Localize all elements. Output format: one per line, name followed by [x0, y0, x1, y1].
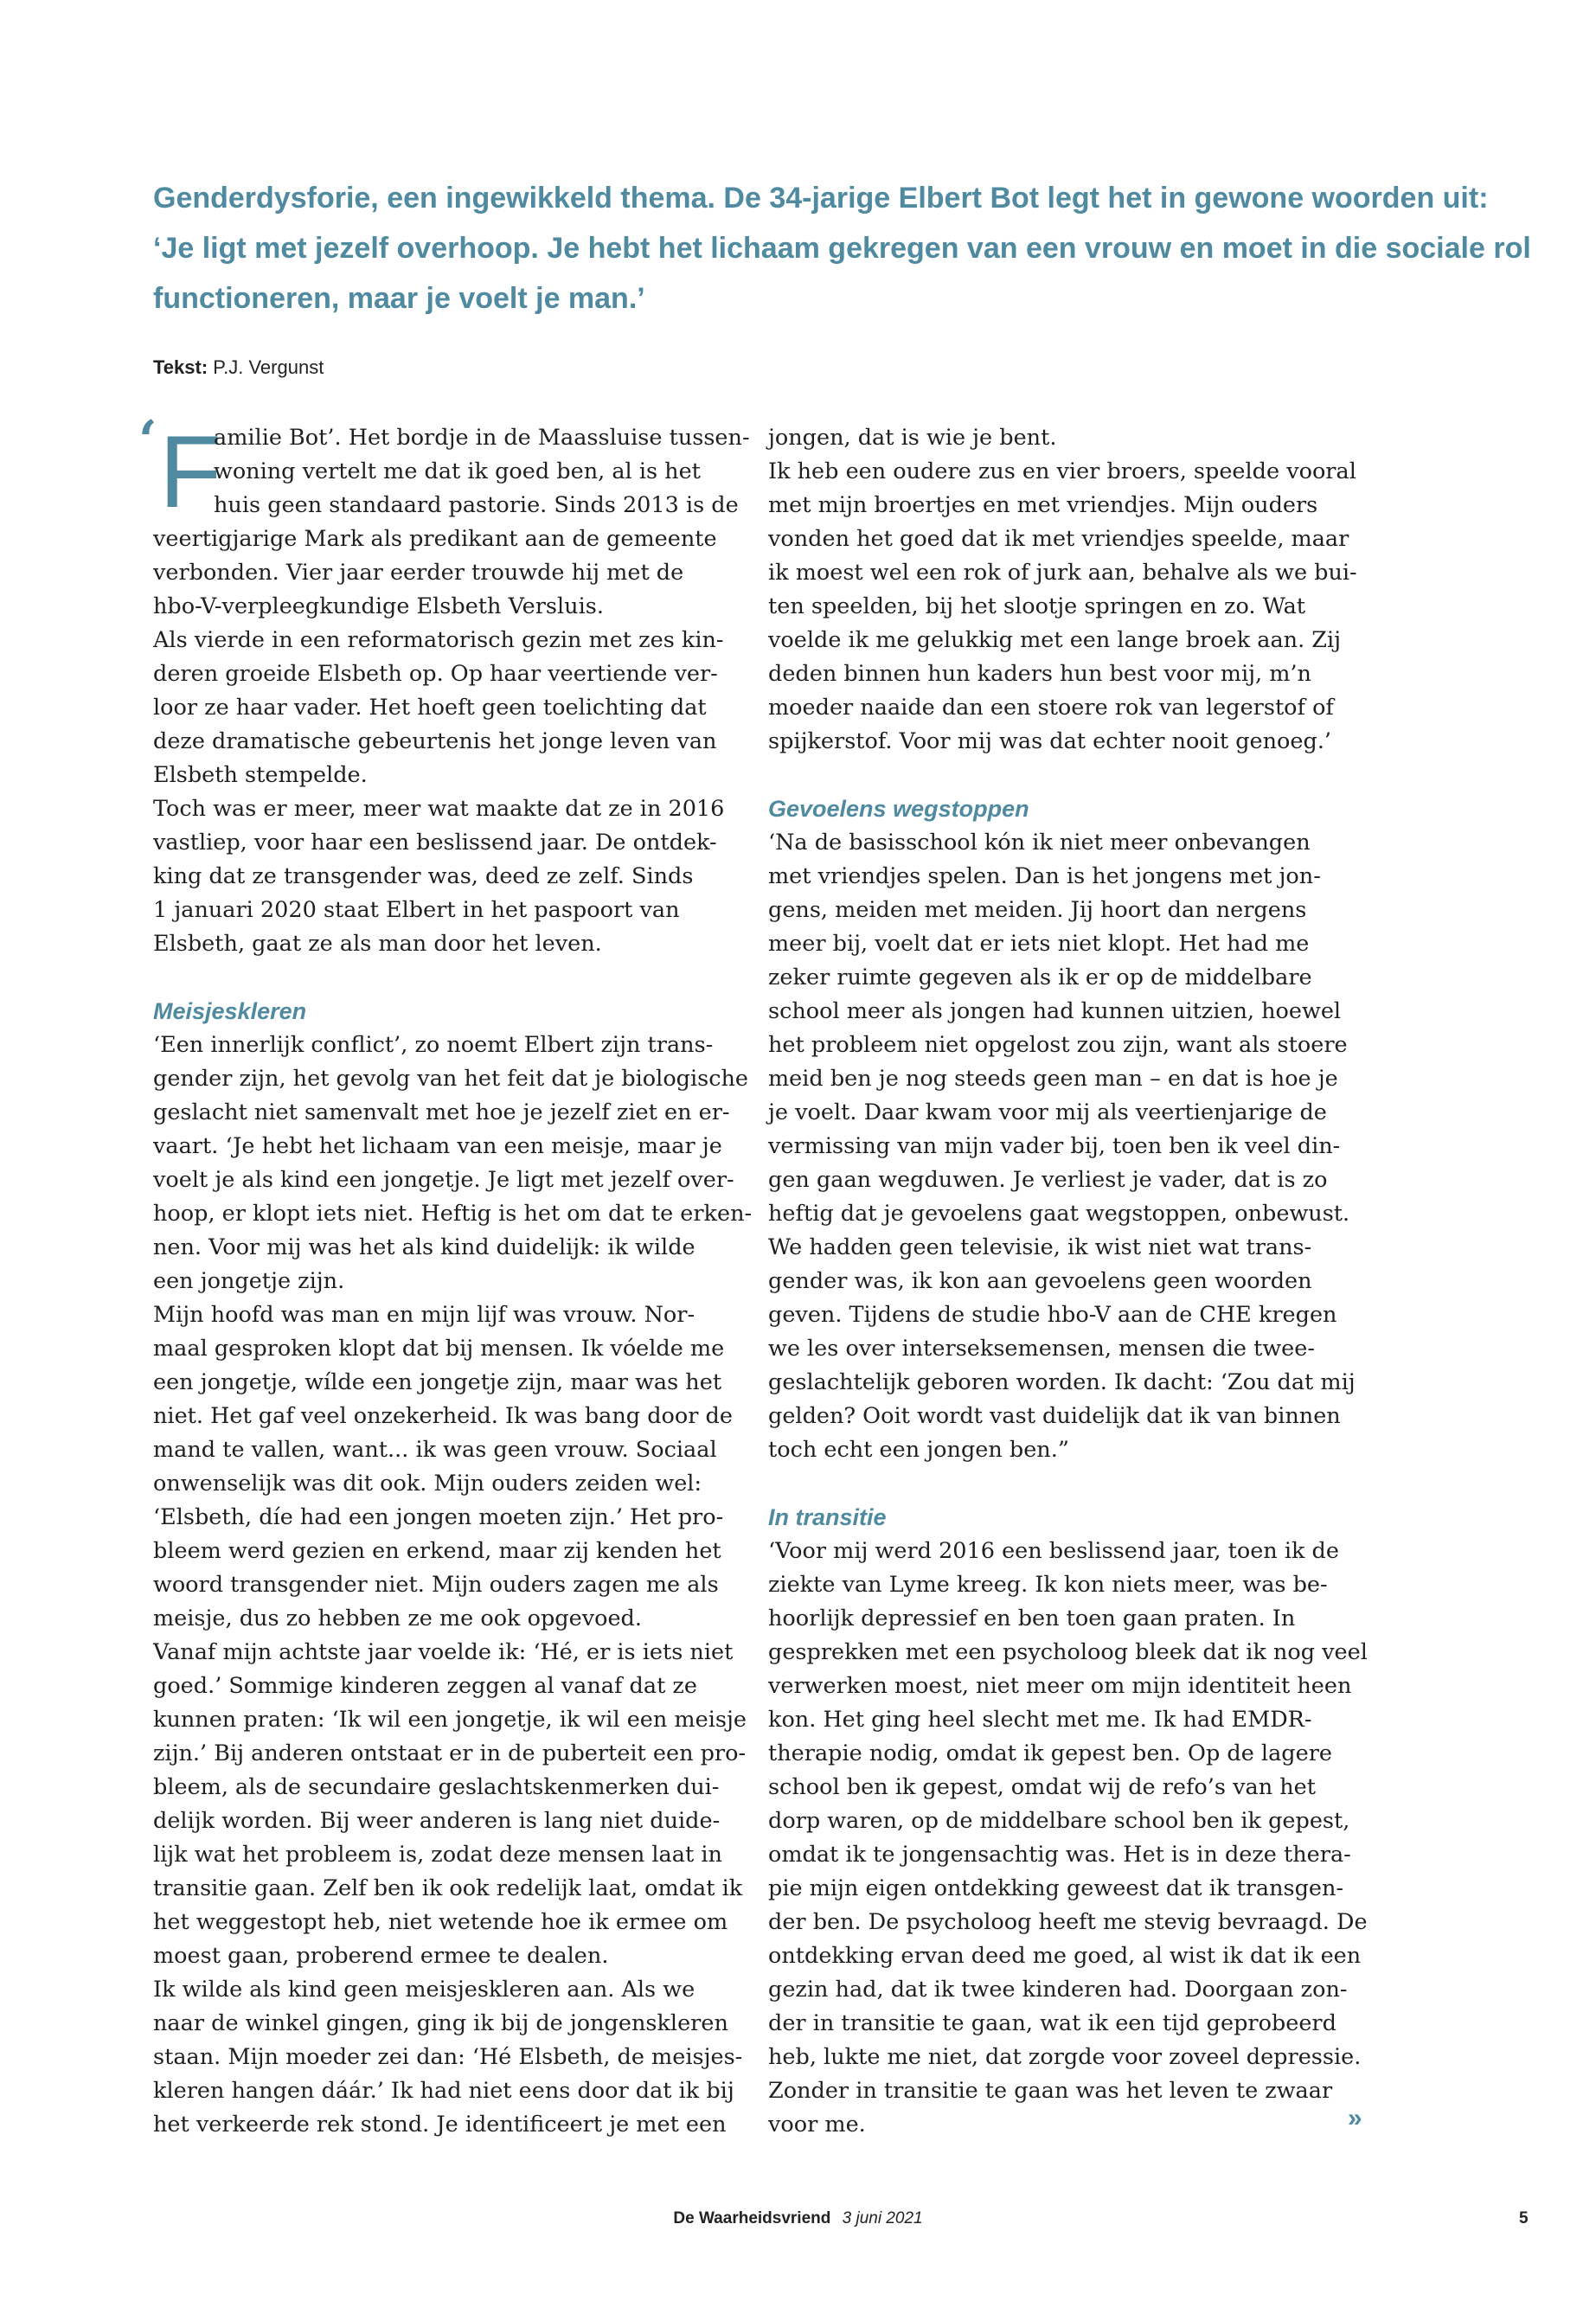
text-line: gender was, ik kon aan gevoelens geen woorden [768, 1268, 1312, 1294]
text-line: jongen, dat is wie je bent. [768, 425, 1057, 451]
text-line: ik moest wel een rok of jurk aan, behalve als we bui- [768, 560, 1357, 586]
text-line: woning vertelt me dat ik goed ben, al is het [214, 458, 701, 484]
text-block [153, 522, 724, 961]
text-line: ontdekking ervan deed me goed, al wist ik dat ik een [768, 1943, 1362, 1969]
text-line: school ben ik gepest, omdat wij de refo’s van het [768, 1774, 1316, 1800]
text-line: voelt je als kind een jongetje. Je ligt met jezelf over- [153, 1167, 734, 1193]
text-block [768, 826, 1356, 1467]
intro-line: Genderdysforie, een ingewikkeld thema. De 34-jarige Elbert Bot legt het in gewone woorden uit: [153, 182, 1489, 215]
text-line: een jongetje zijn. [153, 1268, 345, 1294]
text-line: Vanaf mijn achtste jaar voelde ik: ‘Hé, er is iets niet [153, 1639, 734, 1665]
text-line: kunnen praten: ‘Ik wil een jongetje, ik wil een meisje [153, 1707, 747, 1733]
text-line: het weggestopt heb, niet wetende hoe ik ermee om [153, 1909, 728, 1935]
text-line: een jongetje, wílde een jongetje zijn, maar was het [153, 1369, 722, 1395]
text-line: naar de winkel gingen, ging ik bij de jongenskleren [153, 2010, 728, 2036]
intro-line: ‘Je ligt met jezelf overhoop. Je hebt het lichaam gekregen van een vrouw en moet in die sociale rol [153, 232, 1531, 265]
text-line: Elsbeth, gaat ze als man door het leven. [153, 931, 602, 957]
text-line: vastliep, voor haar een beslissend jaar. De ontdek- [153, 830, 717, 856]
paragraph-gap [768, 1467, 1339, 1501]
text-line: deden binnen hun kaders hun best voor mij, m’n [768, 661, 1311, 687]
text-line: We hadden geen televisie, ik wist niet wat trans- [768, 1234, 1312, 1260]
text-line: school meer als jongen had kunnen uitzien, hoewel [768, 998, 1342, 1024]
text-line: verbonden. Vier jaar eerder trouwde hij met de [153, 560, 684, 586]
right-column [768, 421, 1368, 2142]
left-column [153, 415, 753, 2142]
publication-date: 3 juni 2021 [842, 2209, 923, 2227]
text-block [768, 1535, 1368, 2142]
text-block [768, 421, 1357, 759]
text-line: geslacht niet samenvalt met hoe je jezelf ziet en er- [153, 1099, 730, 1125]
text-line: toch echt een jongen ben.” [768, 1437, 1069, 1463]
intro-line: functioneren, maar je voelt je man.’ [153, 282, 645, 315]
text-line: pie mijn eigen ontdekking geweest dat ik transgen- [768, 1875, 1344, 1901]
text-line: vonden het goed dat ik met vriendjes speelde, maar [768, 526, 1349, 552]
text-line: gesprekken met een psycholoog bleek dat ik nog veel [768, 1639, 1368, 1665]
text-line: der in transitie te gaan, wat ik een tijd geprobeerd [768, 2010, 1336, 2036]
text-line: heb, lukte me niet, dat zorgde voor zoveel depressie. [768, 2044, 1362, 2070]
byline [153, 356, 324, 379]
text-line: Toch was er meer, meer wat maakte dat ze in 2016 [153, 796, 725, 822]
text-line: geslachtelijk geboren worden. Ik dacht: ‘Zou dat mij [768, 1369, 1356, 1395]
text-line: delijk worden. Bij weer anderen is lang niet duide- [153, 1808, 721, 1834]
text-line: 1 januari 2020 staat Elbert in het paspoort van [153, 897, 680, 923]
text-line: moest gaan, proberend ermee te dealen. [153, 1943, 609, 1969]
text-line: het verkeerde rek stond. Je identificeert je met een [153, 2112, 727, 2138]
text-line: moeder naaide dan een stoere rok van legerstof of [768, 695, 1334, 721]
text-block [153, 1029, 753, 2142]
text-line: king dat ze transgender was, deed ze zelf. Sinds [153, 863, 694, 889]
text-line: ziekte van Lyme kreeg. Ik kon niets meer, was be- [768, 1572, 1328, 1598]
text-line: het probleem niet opgelost zou zijn, want als stoere [768, 1032, 1348, 1058]
text-line: kleren hangen dáár.’ Ik had niet eens door dat ik bij [153, 2078, 734, 2104]
text-line: gens, meiden met meiden. Jij hoort dan nergens [768, 897, 1307, 923]
text-line: voor me. [768, 2112, 866, 2138]
text-line: gender zijn, het gevolg van het feit dat je biologische [153, 1066, 749, 1092]
text-line: gelden? Ooit wordt vast duidelijk dat ik van binnen [768, 1403, 1341, 1429]
text-line: Als vierde in een reformatorisch gezin met zes kin- [153, 627, 724, 653]
byline-author: P.J. Vergunst [213, 356, 324, 378]
text-line: bleem, als de secundaire geslachtskenmerken dui- [153, 1774, 720, 1800]
text-line: amilie Bot’. Het bordje in de Maassluise tussen- [214, 425, 750, 451]
text-line: der ben. De psycholoog heeft me stevig bevraagd. De [768, 1909, 1368, 1935]
quote-mark: ‘ [138, 408, 157, 471]
text-line: met vriendjes spelen. Dan is het jongens met jon- [768, 863, 1321, 889]
text-line: hoorlijk depressief en ben toen gaan praten. In [768, 1606, 1296, 1631]
text-line: Zonder in transitie te gaan was het leven te zwaar [768, 2078, 1333, 2104]
text-line: meer bij, voelt dat er iets niet klopt. Het had me [768, 931, 1310, 957]
text-line: nen. Voor mij was het als kind duidelijk: ik wilde [153, 1234, 695, 1260]
text-line: ‘Elsbeth, díe had een jongen moeten zijn.’ Het pro- [153, 1504, 724, 1530]
text-line: therapie nodig, omdat ik gepest ben. Op de lagere [768, 1740, 1332, 1766]
text-line: voelde ik me gelukkig met een lange broek aan. Zij [768, 627, 1342, 653]
text-line: loor ze haar vader. Het hoeft geen toelichting dat [153, 695, 707, 721]
text-line: goed.’ Sommige kinderen zeggen al vanaf dat ze [153, 1673, 697, 1699]
text-line: gen gaan wegduwen. Je verliest je vader, dat is zo [768, 1167, 1328, 1193]
continue-arrow-icon: » [1348, 2104, 1362, 2132]
text-line: Ik heb een oudere zus en vier broers, speelde vooral [768, 458, 1356, 484]
page-number: 5 [1519, 2209, 1529, 2227]
text-line: spijkerstof. Voor mij was dat echter nooit genoeg.’ [768, 728, 1332, 754]
text-line: meid ben je nog steeds geen man – en dat is hoe je [768, 1066, 1338, 1092]
text-line: lijk wat het probleem is, zodat deze mensen laat in [153, 1842, 722, 1868]
text-line: woord transgender niet. Mijn ouders zagen me als [153, 1572, 719, 1598]
text-line: veertigjarige Mark als predikant aan de gemeente [153, 526, 717, 552]
text-line: je voelt. Daar kwam voor mij als veertienjarige de [768, 1099, 1327, 1125]
text-line: vaart. ‘Je hebt het lichaam van een meisje, maar je [153, 1133, 722, 1159]
text-line: deren groeide Elsbeth op. Op haar veertiende ver- [153, 661, 718, 687]
text-line: huis geen standaard pastorie. Sinds 2013 is de [214, 492, 739, 518]
text-line: ‘Na de basisschool kón ik niet meer onbevangen [768, 830, 1311, 856]
text-line: ten speelden, bij het slootje springen en zo. Wat [768, 593, 1306, 619]
footer [0, 2209, 1596, 2228]
text-line: staan. Mijn moeder zei dan: ‘Hé Elsbeth, de meisjes- [153, 2044, 743, 2070]
text-line: Mijn hoofd was man en mijn lijf was vrouw. Nor- [153, 1302, 695, 1328]
paragraph-gap [768, 759, 1339, 792]
text-line: hbo-V-verpleegkundige Elsbeth Versluis. [153, 593, 604, 619]
paragraph-gap [153, 961, 724, 995]
text-line: zeker ruimte gegeven als ik er op de middelbare [768, 965, 1312, 990]
text-line: we les over interseksemensen, mensen die twee- [768, 1336, 1315, 1362]
section-heading: Gevoelens wegstoppen [768, 796, 1029, 822]
text-line: verwerken moest, niet meer om mijn identiteit heen [768, 1673, 1352, 1699]
text-line: gezin had, dat ik twee kinderen had. Doorgaan zon- [768, 1977, 1348, 2003]
text-line: deze dramatische gebeurtenis het jonge leven van [153, 728, 717, 754]
text-line: dorp waren, op de middelbare school ben ik gepest, [768, 1808, 1350, 1834]
byline-label: Tekst: [153, 356, 208, 378]
text-line: meisje, dus zo hebben ze me ook opgevoed. [153, 1606, 642, 1631]
section-heading: Meisjeskleren [153, 998, 307, 1024]
text-line: met mijn broertjes en met vriendjes. Mijn ouders [768, 492, 1318, 518]
text-line: mand te vallen, want... ik was geen vrouw. Sociaal [153, 1437, 717, 1463]
text-line: ‘Voor mij werd 2016 een beslissend jaar, toen ik de [768, 1538, 1339, 1564]
text-line: heftig dat je gevoelens gaat wegstoppen, onbewust. [768, 1201, 1350, 1227]
intro-lead [153, 173, 1531, 324]
text-line: onwenselijk was dit ook. Mijn ouders zeiden wel: [153, 1471, 702, 1497]
text-line: niet. Het gaf veel onzekerheid. Ik was bang door de [153, 1403, 733, 1429]
text-line: ‘Een innerlijk conflict’, zo noemt Elbert zijn trans- [153, 1032, 714, 1058]
publication-name: De Waarheidsvriend [673, 2209, 831, 2227]
text-line: kon. Het ging heel slecht met me. Ik had EMDR- [768, 1707, 1312, 1733]
text-line: Elsbeth stempelde. [153, 762, 368, 788]
text-line: zijn.’ Bij anderen ontstaat er in de puberteit een pro- [153, 1740, 747, 1766]
text-line: maal gesproken klopt dat bij mensen. Ik vóelde me [153, 1336, 725, 1362]
text-line: geven. Tijdens de studie hbo-V aan de CHE kregen [768, 1302, 1337, 1328]
text-line: hoop, er klopt iets niet. Heftig is het om dat te erken- [153, 1201, 753, 1227]
text-line: omdat ik te jongensachtig was. Het is in deze thera- [768, 1842, 1351, 1868]
drop-cap: F [159, 415, 222, 529]
text-line: Ik wilde als kind geen meisjeskleren aan. Als we [153, 1977, 695, 2003]
text-line: bleem werd gezien en erkend, maar zij kenden het [153, 1538, 721, 1564]
text-line: transitie gaan. Zelf ben ik ook redelijk laat, omdat ik [153, 1875, 743, 1901]
section-heading: In transitie [768, 1504, 887, 1530]
text-line: vermissing van mijn vader bij, toen ben ik veel din- [768, 1133, 1341, 1159]
